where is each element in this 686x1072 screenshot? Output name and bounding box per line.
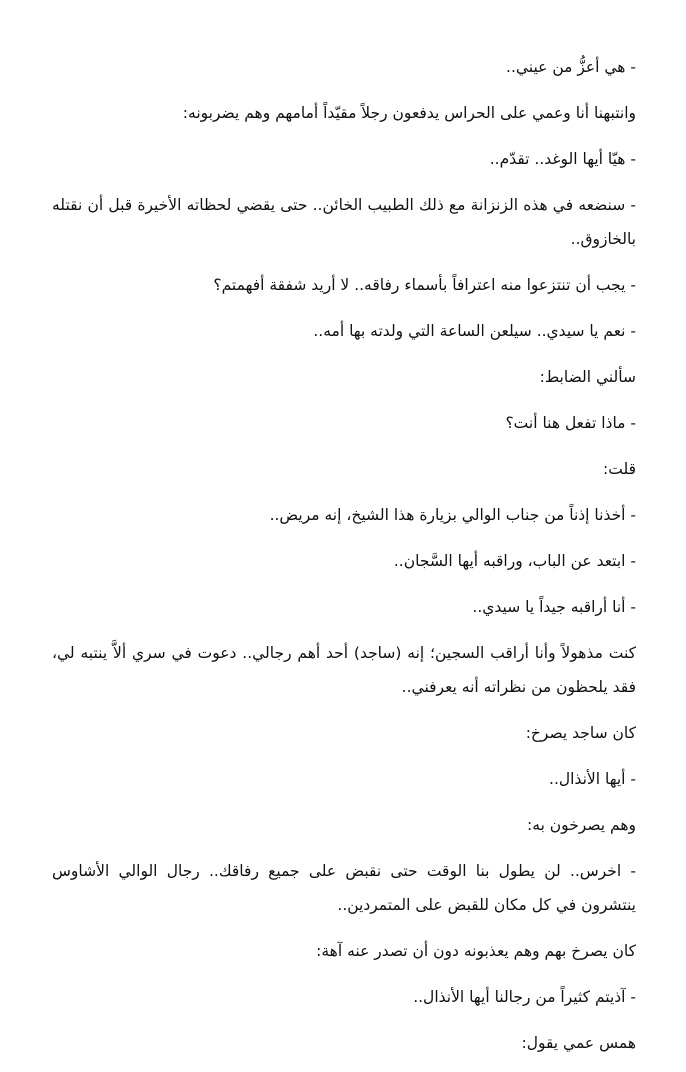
paragraph-5: - يجب أن تنتزعوا منه اعترافاً بأسماء رفاقه.. لا أريد شفقة أفهمتم؟ — [213, 276, 636, 294]
paragraph-14: كان ساجد يصرخ: — [525, 724, 636, 742]
paragraph-16: وهم يصرخون به: — [527, 816, 636, 834]
paragraph-8: - ماذا تفعل هنا أنت؟ — [505, 414, 636, 432]
paragraph-11: - ابتعد عن الباب، وراقبه أيها السَّجان.. — [393, 552, 636, 570]
paragraph-18: كان يصرخ بهم وهم يعذبونه دون أن تصدر عنه آهة: — [316, 942, 636, 960]
paragraph-10: - أخذنا إذناً من جناب الوالي بزيارة هذا الشيخ، إنه مريض.. — [269, 506, 636, 524]
page-body-text — [52, 50, 636, 1072]
paragraph-12: - أنا أراقبه جيداً يا سيدي.. — [472, 598, 636, 616]
paragraph-2: وانتبهنا أنا وعمي على الحراس يدفعون رجلاً مقيّداً أمامهم وهم يضربونه: — [182, 104, 636, 122]
paragraph-20: همس عمي يقول: — [521, 1034, 636, 1052]
paragraph-19: - آذيتم كثيراً من رجالنا أيها الأنذال.. — [413, 988, 636, 1006]
paragraph-17: - اخرس.. لن يطول بنا الوقت حتى نقبض على جميع رفاقك.. رجال الوالي الأشاوس ينتشرون في كل مكان للقبض على المتمردين.. — [52, 862, 636, 914]
paragraph-6: - نعم يا سيدي.. سيلعن الساعة التي ولدته بها أمه.. — [313, 322, 636, 340]
paragraph-13: كنت مذهولاً وأنا أراقب السجين؛ إنه (ساجد) أحد أهم رجالي.. دعوت في سري ألاَّ ينتبه لي، فقد يلحظون من نظراته أنه يعرفني.. — [52, 644, 636, 696]
paragraph-3: - هيّا أيها الوغد.. تقدّم.. — [489, 150, 636, 168]
paragraph-15: - أيها الأنذال.. — [549, 770, 636, 788]
paragraph-1: - هي أعزُّ من عيني.. — [506, 58, 636, 76]
paragraph-7: سألني الضابط: — [539, 368, 636, 386]
paragraph-4: - سنضعه في هذه الزنزانة مع ذلك الطبيب الخائن.. حتى يقضي لحظاته الأخيرة قبل أن نقتله بالخازوق.. — [52, 196, 636, 248]
paragraph-9: قلت: — [603, 460, 636, 478]
